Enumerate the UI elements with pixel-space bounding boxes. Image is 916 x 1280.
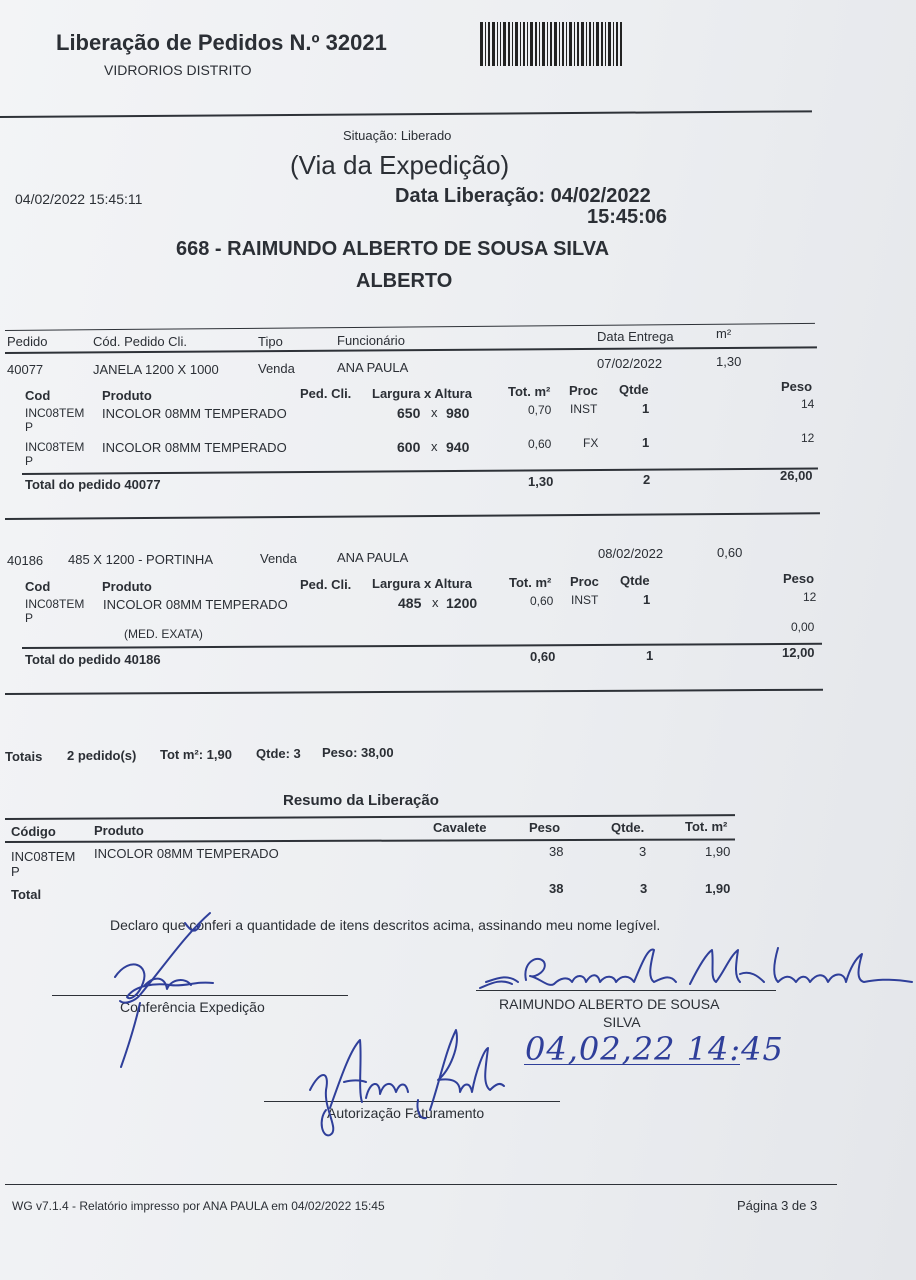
item-qtde: 1 (642, 435, 650, 450)
ana-paula-signature-icon (300, 1020, 510, 1140)
item-altura: 1200 (446, 595, 478, 611)
resumo-total-label: Total (11, 887, 42, 902)
client-signature-icon (478, 938, 916, 1000)
client-name: 668 - RAIMUNDO ALBERTO DE SOUSA SILVA (176, 238, 610, 260)
item-cod: INC08TEM (25, 597, 85, 611)
resumo-col-qtde: Qtde. (611, 820, 645, 835)
footer-printed-by: WG v7.1.4 - Relatório impresso por ANA PAULA em 04/02/2022 15:45 (12, 1199, 385, 1213)
data-liberacao: Data Liberação: 04/02/2022 (395, 185, 651, 207)
item-cod-suffix: P (25, 454, 34, 468)
item-produto: INCOLOR 08MM TEMPERADO (103, 597, 288, 612)
item-peso: 12 (803, 590, 817, 604)
item-produto: INCOLOR 08MM TEMPERADO (102, 406, 287, 421)
header-divider (0, 110, 812, 118)
document-title: Liberação de Pedidos N.º 32021 (56, 30, 387, 55)
conferencia-signature-icon (95, 905, 235, 1075)
client-name-print-line2: SILVA (603, 1014, 641, 1030)
resumo-total-qtde: 3 (640, 881, 648, 896)
item-cod: INC08TEM (25, 406, 85, 420)
situacao-label: Situação: Liberado (343, 128, 452, 143)
item-col-cod: Cod (25, 388, 51, 403)
col-cod-pedido-cli: Cód. Pedido Cli. (93, 334, 187, 349)
declaration-text: Declaro que conferi a quantidade de itens descritos acima, assinando meu nome legível. (110, 917, 661, 933)
item-tot-m2: 0,60 (528, 437, 552, 451)
order-2-note-value: 0,00 (791, 620, 815, 634)
client-name-print: RAIMUNDO ALBERTO DE SOUSA (499, 996, 720, 1012)
item-cod-suffix: P (25, 611, 34, 625)
company-name: VIDRORIOS DISTRITO (104, 62, 252, 78)
totais-qtde: Qtde: 3 (256, 746, 301, 761)
order-1-m2: 1,30 (716, 354, 742, 369)
item-col-qtde: Qtde (619, 382, 649, 397)
item-col-ped-cli: Ped. Cli. (300, 577, 352, 592)
totais-label: Totais (5, 749, 43, 764)
item-col-peso: Peso (783, 571, 815, 586)
col-data-entrega: Data Entrega (597, 329, 674, 344)
resumo-tot-m2: 1,90 (705, 844, 731, 859)
resumo-codigo-suffix: P (11, 864, 20, 879)
item-col-proc: Proc (569, 383, 598, 398)
order-1-funcionario: ANA PAULA (337, 360, 409, 375)
autorizacao-label: Autorização Faturamento (327, 1105, 485, 1121)
item-peso: 14 (801, 397, 815, 411)
item-largura: 650 (397, 405, 421, 421)
resumo-col-produto: Produto (94, 823, 144, 838)
item-tot-m2: 0,70 (528, 403, 552, 417)
date-underline (524, 1064, 740, 1065)
item-proc: INST (570, 402, 598, 416)
item-x: x (431, 405, 438, 420)
order-2-total-label: Total do pedido 40186 (25, 652, 161, 667)
item-proc: FX (583, 436, 599, 450)
data-liberacao-time: 15:45:06 (587, 206, 668, 228)
order-2-total-qtde: 1 (646, 648, 654, 663)
order-1-total-line (22, 467, 818, 475)
item-col-tot-m2: Tot. m² (508, 384, 551, 399)
order-1-total-label: Total do pedido 40077 (25, 477, 161, 492)
item-col-proc: Proc (570, 574, 599, 589)
order-1-tipo: Venda (258, 361, 295, 376)
totais-m2: Tot m²: 1,90 (160, 747, 232, 762)
resumo-header-line (5, 838, 735, 843)
resumo-col-codigo: Código (11, 824, 56, 839)
item-col-largura-altura: Largura x Altura (372, 576, 472, 591)
totais-pedidos: 2 pedido(s) (67, 748, 137, 763)
item-col-cod: Cod (25, 579, 51, 594)
item-col-largura-altura: Largura x Altura (372, 386, 472, 401)
order-2-data-entrega: 08/02/2022 (598, 546, 664, 561)
order-2-tipo: Venda (260, 551, 297, 566)
item-col-peso: Peso (781, 379, 813, 394)
order-2-m2: 0,60 (717, 545, 743, 560)
item-qtde: 1 (643, 592, 651, 607)
item-cod: INC08TEM (25, 440, 85, 454)
item-col-qtde: Qtde (620, 573, 650, 588)
item-col-produto: Produto (102, 579, 152, 594)
resumo-qtde: 3 (639, 844, 647, 859)
order-2-total-line (22, 643, 822, 649)
page-number: Página 3 de 3 (737, 1198, 818, 1213)
order-2-total-m2: 0,60 (530, 649, 556, 664)
col-tipo: Tipo (258, 334, 283, 349)
totais-peso: Peso: 38,00 (322, 745, 394, 760)
col-funcionario: Funcionário (337, 333, 405, 348)
order-1-total-m2: 1,30 (528, 474, 554, 489)
order-2-note: (MED. EXATA) (124, 627, 203, 641)
order-2-funcionario: ANA PAULA (337, 550, 409, 565)
client-name-line2: ALBERTO (356, 270, 453, 292)
order-1-separator (5, 512, 820, 520)
order-1-total-peso: 26,00 (780, 468, 813, 483)
resumo-peso: 38 (549, 844, 564, 859)
printed-timestamp: 04/02/2022 15:45:11 (15, 191, 143, 207)
order-header-top-line (5, 323, 815, 331)
item-proc: INST (571, 593, 599, 607)
order-2-cod-cli: 485 X 1200 - PORTINHA (68, 552, 213, 567)
footer-divider (5, 1184, 837, 1185)
order-1-data-entrega: 07/02/2022 (597, 356, 663, 371)
order-1-pedido: 40077 (7, 362, 44, 377)
item-peso: 12 (801, 431, 815, 445)
item-cod-suffix: P (25, 420, 34, 434)
item-produto: INCOLOR 08MM TEMPERADO (102, 440, 287, 455)
item-x: x (431, 439, 438, 454)
barcode-icon (480, 22, 622, 66)
col-m2: m² (716, 326, 732, 341)
order-2-pedido: 40186 (7, 553, 44, 568)
item-altura: 940 (446, 439, 470, 455)
resumo-produto: INCOLOR 08MM TEMPERADO (94, 846, 279, 861)
resumo-total-peso: 38 (549, 881, 564, 896)
item-altura: 980 (446, 405, 470, 421)
col-pedido: Pedido (7, 334, 48, 349)
resumo-total-tot-m2: 1,90 (705, 881, 731, 896)
via-label: (Via da Expedição) (290, 150, 510, 180)
item-qtde: 1 (642, 401, 650, 416)
item-col-ped-cli: Ped. Cli. (300, 386, 352, 401)
resumo-title: Resumo da Liberação (283, 792, 439, 809)
handwritten-date: 04,02,22 14:45 (525, 1030, 784, 1068)
item-largura: 600 (397, 439, 421, 455)
resumo-col-peso: Peso (529, 820, 561, 835)
order-1-total-qtde: 2 (643, 472, 651, 487)
resumo-col-cavalete: Cavalete (433, 820, 487, 835)
conferencia-label: Conferência Expedição (120, 999, 265, 1015)
item-largura: 485 (398, 595, 422, 611)
item-col-tot-m2: Tot. m² (509, 575, 552, 590)
order-1-cod-cli: JANELA 1200 X 1000 (93, 362, 219, 377)
order-2-total-peso: 12,00 (782, 645, 815, 660)
item-col-produto: Produto (102, 388, 152, 403)
resumo-codigo: INC08TEM (11, 849, 76, 864)
item-x: x (432, 595, 439, 610)
resumo-col-tot-m2: Tot. m² (685, 819, 728, 834)
item-tot-m2: 0,60 (530, 594, 554, 608)
order-2-separator (5, 689, 823, 695)
